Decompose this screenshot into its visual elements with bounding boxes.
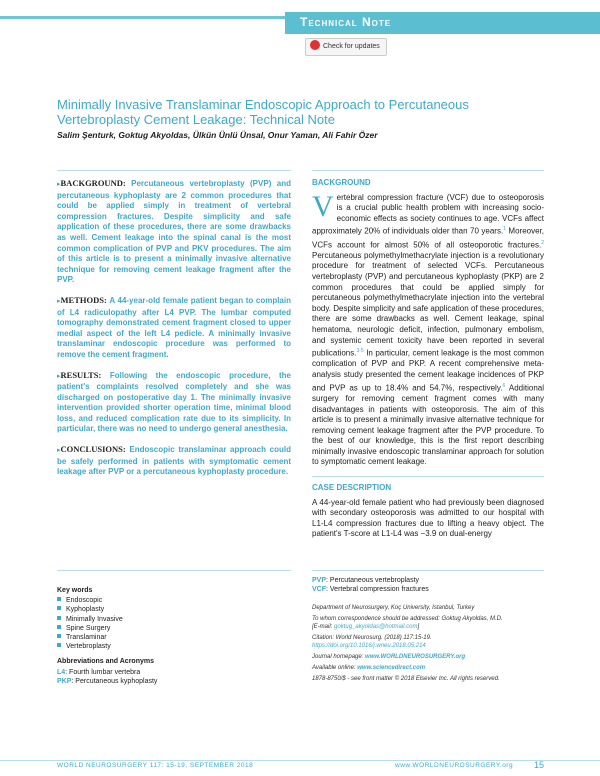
citation-text: Citation: World Neurosurg. (2018) 117:15-19. bbox=[312, 635, 432, 641]
keywords-title: Key words bbox=[57, 587, 93, 594]
abbreviation-item bbox=[312, 576, 544, 585]
abstract-conclusions-head: CONCLUSIONS: bbox=[60, 444, 126, 455]
abbreviation-key: VCF bbox=[312, 586, 326, 594]
keyword-label: Endoscopic bbox=[66, 597, 103, 605]
abstract-methods-text: A 44-year-old female patient began to complain of L4 radiculopathy after L4 PVP. The lumbar computed tomography demonstrated cement fragment closed to upper medial aspect of the left L4 pedicle. A minimally invasive translaminar endoscopic procedure was performed to remove the cement fragment. bbox=[57, 295, 291, 359]
keywords-block bbox=[57, 586, 291, 686]
journal-label: Journal homepage: bbox=[312, 654, 366, 660]
case-heading: CASE DESCRIPTION bbox=[312, 483, 392, 493]
bullet-icon bbox=[57, 597, 61, 601]
abbreviations-right bbox=[312, 576, 544, 594]
abbreviation-key: PKP bbox=[57, 677, 72, 685]
reference-link[interactable]: 6 bbox=[502, 382, 506, 389]
copyright: 1878-8750/$ - see front matter © 2018 Elsevier Inc. All rights reserved. bbox=[312, 676, 500, 682]
abstract bbox=[57, 178, 291, 487]
keyword-item bbox=[57, 615, 291, 624]
keyword-item bbox=[57, 633, 291, 642]
abstract-results-text: Following the endoscopic procedure, the patient's complaints resolved completely and she was discharged on postoperative day 1. The minimally invasive intervention provided shorter operation time, minimal blood loss, and reduced complication rate due to its simplicity. In particular, there was no need to undergo general anesthesia. bbox=[57, 370, 291, 434]
bullet-icon bbox=[57, 616, 61, 620]
email-close: ] bbox=[417, 624, 420, 630]
abbreviations-title: Abbreviations and Acronyms bbox=[57, 658, 154, 666]
abbreviation-key: PVP bbox=[312, 577, 327, 584]
page-number: 15 bbox=[534, 760, 545, 770]
background-text-5: Additional surgery for removing cement fragment comes with many disadvantages in patients with osteoporosis. The aim of this article is to present a minimally invasive alternative technique for removing cement leakage fragment after the PVP procedure. To the best of our knowledge, this is the first report describing minimally invasive endoscopic translaminar approach for solution to symptomatic cement leakage. bbox=[312, 383, 544, 467]
footer-rule bbox=[0, 760, 600, 761]
keyword-item bbox=[57, 624, 291, 633]
available-label: Available online: bbox=[312, 665, 358, 671]
reference-link[interactable]: 1 bbox=[503, 226, 506, 233]
journal-homepage bbox=[312, 653, 544, 661]
triangle-icon: ▸ bbox=[57, 297, 61, 305]
keyword-label: Minimally Invasive bbox=[66, 615, 123, 623]
triangle-icon: ▸ bbox=[57, 372, 61, 380]
abstract-background-head: BACKGROUND: bbox=[60, 178, 126, 188]
abstract-conclusions-text: Endoscopic translaminar approach could be safely performed in patients with symptomatic cement leakage after PVP or a percutaneous kyphoplasty procedure. bbox=[57, 445, 291, 477]
keyword-item bbox=[57, 605, 291, 614]
doi-link[interactable]: https://doi.org/10.1016/j.wneu.2018.05.214 bbox=[312, 643, 426, 649]
bullet-icon bbox=[57, 643, 61, 647]
correspondence bbox=[312, 615, 544, 631]
check-updates-label: Check for updates bbox=[323, 43, 380, 50]
footer-url[interactable]: www.WORLDNEUROSURGERY.org bbox=[395, 762, 514, 769]
abbreviation-item bbox=[312, 585, 544, 594]
affiliation-block bbox=[312, 604, 544, 686]
keyword-label: Vertebroplasty bbox=[66, 643, 111, 651]
background-text-4: In particular, cement leakage is the most common complication of PVP and PKP. A recent comprehensive meta-analysis study presented the cement leakage incidences of PKP and PVP as up to 18.4% and 54.7%, respectively. bbox=[312, 348, 544, 393]
sciencedirect-link[interactable]: www.sciencedirect.com bbox=[357, 665, 426, 671]
available-online bbox=[312, 664, 544, 672]
keyword-label: Spine Surgery bbox=[66, 624, 111, 632]
keyword-item bbox=[57, 596, 291, 605]
abbreviation-value: : Percutaneous kyphoplasty bbox=[71, 677, 158, 685]
article-authors: Salim Şenturk, Goktug Akyoldas, Ülkün Ünlü Ünsal, Onur Yaman, Ali Fahir Özer bbox=[57, 130, 378, 140]
correspondence-text: To whom correspondence should be addressed: Goktug Akyoldas, M.D. bbox=[312, 616, 503, 622]
abstract-conclusions bbox=[57, 444, 291, 478]
footer-journal: WORLD NEUROSURGERY 117: 15-19, SEPTEMBER 2018 bbox=[57, 762, 254, 769]
department: Department of Neurosurgery, Koç University, Istanbul, Turkey bbox=[312, 605, 475, 611]
keyword-label: Translaminar bbox=[66, 634, 107, 642]
bullet-icon bbox=[57, 625, 61, 629]
abbreviation-item bbox=[57, 677, 291, 686]
reference-link[interactable]: 2 bbox=[541, 239, 544, 246]
case-divider bbox=[312, 476, 544, 477]
background-text-3: Percutaneous polymethylmethacrylate injection is a revolutionary procedure for treatment of selected VCFs. Percutaneous vertebroplasty (PVP) and percutaneous kyphoplasty (PKP) are 2 common procedures that could be applied simply for percutaneous polymethylmethacrylate injection into the vertebral body. Despite simplicity and safe application of these procedures, there are some drawbacks as well. Cement leakage, spinal hematoma, neurologic deficit, infection, pulmonary embolism, and systemic cement toxicity have been reported in several publications. bbox=[312, 250, 544, 358]
triangle-icon: ▸ bbox=[57, 447, 61, 455]
keyword-item bbox=[57, 642, 291, 651]
abbreviation-value: : Vertebral compression fractures bbox=[326, 586, 429, 594]
article-title: Minimally Invasive Translaminar Endoscopic Approach to Percutaneous Vertebroplasty Cement Leakage: Technical Note bbox=[57, 97, 469, 127]
abstract-results-head: RESULTS: bbox=[60, 369, 102, 380]
bullet-icon bbox=[57, 634, 61, 638]
abstract-background-text: Percutaneous vertebroplasty (PVP) and percutaneous kyphoplasty are 2 common procedures that could be applied simply in treatment of vertebral compression fractures. Despite simplicity and safe application of these procedures, there are some drawbacks as well. Cement leakage into the spinal canal is the most common complication of PVP and PKV procedures. The aim of this article is to present a minimally invasive alternative technique for removing cement leakage fragment after the PVP. bbox=[57, 179, 291, 285]
drop-cap: V bbox=[312, 189, 334, 223]
background-paragraph bbox=[312, 189, 544, 468]
reference-link[interactable]: 3-5 bbox=[356, 348, 364, 355]
abbreviation-value: : Fourth lumbar vertebra bbox=[65, 668, 141, 676]
abbreviation-item bbox=[57, 668, 291, 677]
check-updates-button[interactable] bbox=[305, 38, 387, 56]
email-link[interactable]: goktug_akyoldas@hotmail.com bbox=[334, 624, 418, 630]
triangle-icon: ▸ bbox=[57, 181, 61, 188]
citation bbox=[312, 634, 544, 650]
abstract-methods-head: METHODS: bbox=[60, 294, 107, 305]
abbreviation-key: L4 bbox=[57, 668, 66, 676]
case-paragraph: A 44-year-old female patient who had previously been diagnosed with secondary osteoporosis was admitted to our hospital with L1-L4 compression fractures due to lifting a heavy object. The patient's T-score at L1-L4 was −3.9 on dual-energy bbox=[312, 497, 544, 539]
keywords-divider bbox=[57, 570, 291, 571]
background-heading: BACKGROUND bbox=[312, 178, 371, 187]
body-divider bbox=[312, 170, 544, 171]
background-text-1: ertebral compression fracture (VCF) due to osteoporosis is a crucial public health problem with increasing socio-economic effects as society continues to age. VCFs affect approximately 20% of individuals older than 70 years. bbox=[312, 192, 544, 237]
abstract-divider bbox=[57, 170, 291, 171]
abstract-background bbox=[57, 178, 291, 286]
header-rule bbox=[0, 16, 285, 19]
background-text-2: Moreover, VCFs account for almost 50% of all osteoporotic fractures. bbox=[312, 227, 544, 250]
abstract-methods bbox=[57, 295, 291, 361]
bullet-icon bbox=[57, 606, 61, 610]
affil-divider bbox=[312, 570, 544, 571]
keyword-label: Kyphoplasty bbox=[66, 606, 105, 614]
abbreviation-value: : Percutaneous vertebroplasty bbox=[326, 577, 420, 584]
journal-link[interactable]: www.WORLDNEUROSURGERY.org bbox=[365, 654, 466, 660]
abstract-results bbox=[57, 370, 291, 436]
section-label: Technical Note bbox=[300, 15, 392, 29]
email-label: [E-mail: bbox=[312, 624, 335, 630]
crossmark-icon bbox=[310, 40, 320, 50]
body-column bbox=[312, 178, 544, 548]
